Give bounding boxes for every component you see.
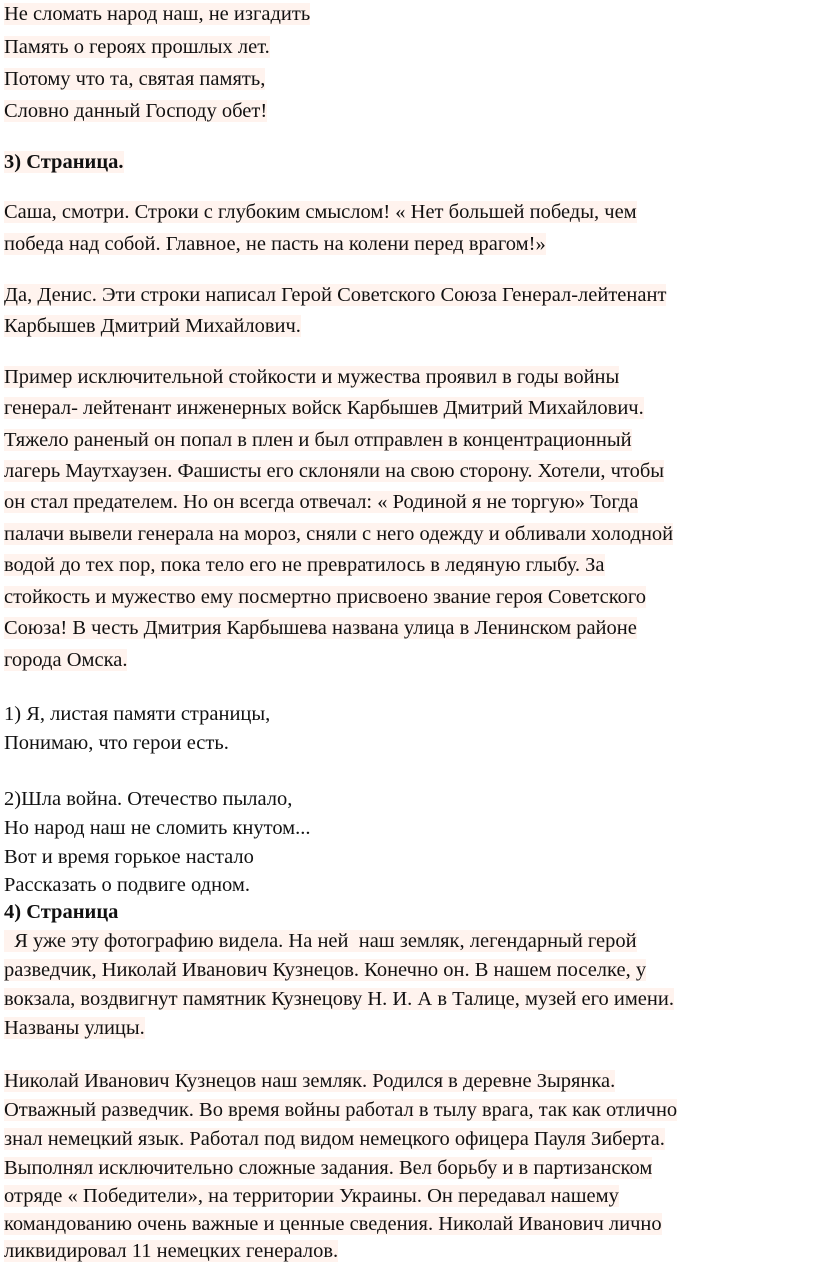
para5-line-2: Отважный разведчик. Во время войны работал в тылу врага, так как отлично — [4, 1099, 678, 1121]
para5-line-1: Николай Иванович Кузнецов наш земляк. Родился в деревне Зырянка. — [4, 1070, 616, 1092]
poem3-line-4: Рассказать о подвиге одном. — [4, 874, 251, 896]
para5-line-6: командованию очень важные и ценные сведения. Николай Иванович лично — [4, 1213, 662, 1235]
para2-line-2: Карбышев Дмитрий Михайлович. — [4, 315, 301, 337]
poem1-line-3: Потому что та, святая память, — [4, 68, 266, 90]
poem1-line-4: Словно данный Господу обет! — [4, 100, 268, 122]
para3-line-4: лагерь Маутхаузен. Фашисты его склоняли на свою сторону. Хотели, чтобы — [4, 460, 665, 482]
para5-line-3: знал немецкий язык. Работал под видом немецкого офицера Пауля Зиберта. — [4, 1128, 665, 1150]
para5-line-7: ликвидировал 11 немецких генералов. — [4, 1240, 339, 1262]
para3-line-3: Тяжело раненый он попал в плен и был отправлен в концентрационный — [4, 429, 632, 451]
para4-line-4: Названы улицы. — [4, 1017, 145, 1039]
poem3-line-1: 2)Шла война. Отечество пылало, — [4, 788, 293, 810]
para3-line-7: водой до тех пор, пока тело его не превратилось в ледяную глыбу. За — [4, 554, 605, 576]
para1-line-2: победа над собой. Главное, не пасть на колени перед врагом!» — [4, 233, 546, 255]
para3-line-10: города Омска. — [4, 649, 128, 671]
para5-line-4: Выполнял исключительно сложные задания. Вел борьбу и в партизанском — [4, 1157, 653, 1179]
poem3-line-2: Но народ наш не сломить кнутом... — [4, 817, 311, 839]
para4-line-1: Я уже эту фотографию видела. На ней наш земляк, легендарный герой — [4, 930, 637, 952]
para4-line-3: вокзала, воздвигнут памятник Кузнецову Н. И. А в Талице, музей его имени. — [4, 988, 674, 1010]
para4-line-2: разведчик, Николай Иванович Кузнецов. Конечно он. В нашем поселке, у — [4, 959, 647, 981]
poem2-line-1: 1) Я, листая памяти страницы, — [4, 703, 271, 725]
heading-page-3: 3) Страница. — [4, 151, 124, 173]
para3-line-9: Союза! В честь Дмитрия Карбышева названа улица в Ленинском районе — [4, 617, 637, 639]
para2-line-1: Да, Денис. Эти строки написал Герой Советского Союза Генерал-лейтенант — [4, 284, 667, 306]
para1-line-1: Саша, смотри. Строки с глубоким смыслом! « Нет большей победы, чем — [4, 201, 637, 223]
poem1-line-1: Не сломать народ наш, не изгадить — [4, 3, 311, 25]
poem2-line-2: Понимаю, что герои есть. — [4, 732, 229, 754]
para3-line-5: он стал предателем. Но он всегда отвечал: « Родиной я не торгую» Тогда — [4, 491, 639, 513]
poem1-line-2: Память о героях прошлых лет. — [4, 36, 270, 58]
para5-line-5: отряде « Победители», на территории Украины. Он передавал нашему — [4, 1185, 619, 1207]
poem3-line-3: Вот и время горькое настало — [4, 846, 254, 868]
para3-line-2: генерал- лейтенант инженерных войск Карбышев Дмитрий Михайлович. — [4, 397, 644, 419]
para3-line-8: стойкость и мужество ему посмертно присвоено звание героя Советского — [4, 586, 647, 608]
para3-line-6: палачи вывели генерала на мороз, сняли с него одежду и обливали холодной — [4, 523, 674, 545]
para3-line-1: Пример исключительной стойкости и мужества проявил в годы войны — [4, 366, 620, 388]
heading-page-4: 4) Страница — [4, 901, 119, 923]
